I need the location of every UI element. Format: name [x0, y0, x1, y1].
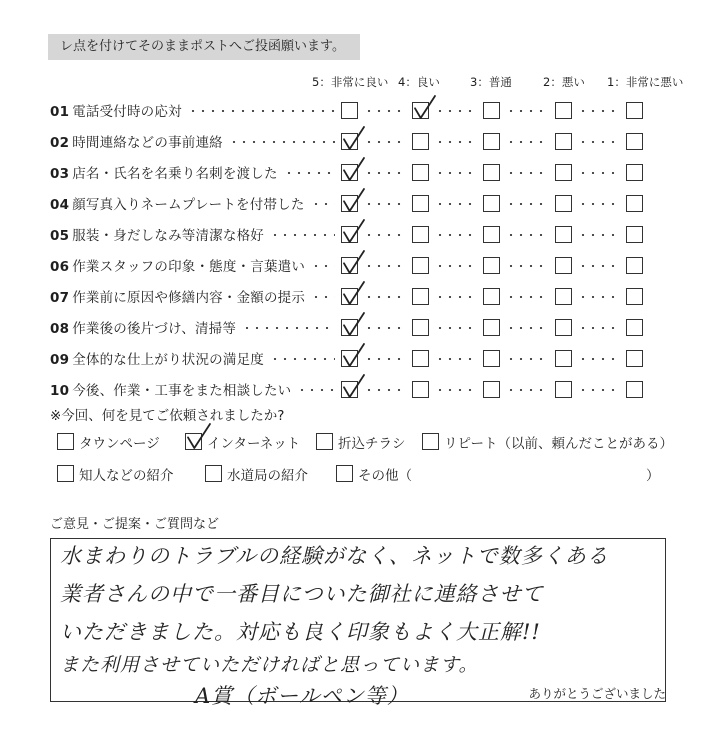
rating-checkbox[interactable]: [341, 164, 358, 181]
rating-checkbox[interactable]: [341, 102, 358, 119]
rating-checkbox[interactable]: [626, 288, 643, 305]
question-label: [50, 100, 182, 120]
rating-checkbox[interactable]: [483, 133, 500, 150]
dotted-leader: [364, 203, 406, 205]
question-text: 作業後の後片づけ、清掃等: [72, 321, 237, 337]
rating-checkbox[interactable]: [341, 257, 358, 274]
rating-checkbox[interactable]: [483, 319, 500, 336]
question-number: 10: [50, 383, 70, 399]
dotted-leader: [435, 389, 477, 391]
dotted-leader: [364, 358, 406, 360]
dotted-leader: [270, 358, 335, 360]
other-close-paren: ）: [646, 468, 660, 484]
referral-checkbox[interactable]: [57, 465, 74, 482]
dotted-leader: [311, 296, 335, 298]
question-label: [50, 193, 305, 213]
dotted-leader: [364, 296, 406, 298]
dotted-leader: [506, 389, 549, 391]
rating-checkbox[interactable]: [626, 102, 643, 119]
question-text: 服装・身だしなみ等清潔な格好: [72, 228, 264, 244]
prize-note: A賞（ボールペン等）: [195, 684, 409, 708]
rating-checkbox[interactable]: [555, 288, 572, 305]
referral-checkbox[interactable]: [422, 433, 439, 450]
dotted-leader: [578, 327, 620, 329]
rating-checkbox[interactable]: [555, 226, 572, 243]
dotted-leader: [578, 234, 620, 236]
dotted-leader: [435, 110, 477, 112]
rating-checkbox[interactable]: [483, 226, 500, 243]
referral-option-label: 知人などの紹介: [79, 468, 174, 484]
dotted-leader: [506, 203, 549, 205]
question-label: [50, 317, 236, 337]
dotted-leader: [311, 265, 335, 267]
question-number: 04: [50, 197, 70, 213]
referral-option-label: タウンページ: [79, 436, 160, 452]
dotted-leader: [364, 389, 406, 391]
question-text: 今後、作業・工事をまた相談したい: [72, 383, 292, 399]
dotted-leader: [506, 141, 549, 143]
dotted-leader: [578, 296, 620, 298]
dotted-leader: [435, 141, 477, 143]
dotted-leader: [506, 265, 549, 267]
question-text: 店名・氏名を名乗り名刺を渡した: [72, 166, 278, 182]
dotted-leader: [578, 203, 620, 205]
question-number: 08: [50, 321, 70, 337]
rating-checkbox[interactable]: [555, 381, 572, 398]
dotted-leader: [435, 172, 477, 174]
rating-checkbox[interactable]: [555, 164, 572, 181]
dotted-leader: [364, 234, 406, 236]
dotted-leader: [364, 141, 406, 143]
rating-checkbox[interactable]: [626, 164, 643, 181]
referral-checkbox[interactable]: [185, 433, 202, 450]
rating-checkbox[interactable]: [412, 257, 429, 274]
question-text: 顔写真入りネームプレートを付帯した: [72, 197, 305, 213]
rating-checkbox[interactable]: [555, 257, 572, 274]
dotted-leader: [435, 296, 477, 298]
rating-checkbox[interactable]: [412, 319, 429, 336]
dotted-leader: [364, 265, 406, 267]
rating-checkbox[interactable]: [412, 288, 429, 305]
rating-checkbox[interactable]: [483, 350, 500, 367]
dotted-leader: [578, 265, 620, 267]
question-label: [50, 131, 223, 151]
referral-title: ※今回、何を見てご依頼されましたか?: [50, 408, 285, 424]
question-number: 06: [50, 259, 70, 275]
question-number: 03: [50, 166, 70, 182]
rating-checkbox[interactable]: [555, 195, 572, 212]
rating-checkbox[interactable]: [341, 319, 358, 336]
question-number: 05: [50, 228, 70, 244]
comment-line-4: また利用させていただければと思っています。: [60, 654, 479, 676]
dotted-leader: [284, 172, 335, 174]
dotted-leader: [364, 110, 406, 112]
rating-checkbox[interactable]: [555, 319, 572, 336]
dotted-leader: [311, 203, 335, 205]
referral-option-label: 折込チラシ: [338, 436, 406, 452]
rating-checkbox[interactable]: [412, 133, 429, 150]
rating-checkbox[interactable]: [341, 381, 358, 398]
rating-checkbox[interactable]: [626, 133, 643, 150]
rating-checkbox[interactable]: [483, 257, 500, 274]
rating-checkbox[interactable]: [626, 319, 643, 336]
referral-checkbox[interactable]: [57, 433, 74, 450]
rating-checkbox[interactable]: [483, 288, 500, 305]
scale-label: 5：非常に良い: [312, 75, 389, 89]
scale-label: 4：良い: [398, 75, 440, 89]
question-text: 作業スタッフの印象・態度・言葉遣い: [72, 259, 306, 275]
rating-checkbox[interactable]: [341, 288, 358, 305]
scale-label: 1：非常に悪い: [607, 75, 684, 89]
dotted-leader: [578, 141, 620, 143]
dotted-leader: [297, 389, 335, 391]
dotted-leader: [506, 327, 549, 329]
question-text: 全体的な仕上がり状況の満足度: [72, 352, 264, 368]
referral-option-label: その他（: [358, 468, 412, 484]
dotted-leader: [188, 110, 335, 112]
dotted-leader: [578, 172, 620, 174]
referral-option-label: 水道局の紹介: [227, 468, 308, 484]
rating-checkbox[interactable]: [412, 381, 429, 398]
question-label: [50, 286, 305, 306]
question-label: [50, 162, 278, 182]
question-text: 電話受付時の応対: [72, 104, 182, 120]
referral-checkbox[interactable]: [316, 433, 333, 450]
question-number: 07: [50, 290, 70, 306]
instruction-banner: レ点を付けてそのままポストへご投函願います。: [48, 34, 360, 60]
referral-checkbox[interactable]: [336, 465, 353, 482]
question-label: [50, 224, 264, 244]
comment-line-3: いただきました。対応も良く印象もよく大正解!!: [60, 620, 541, 644]
rating-checkbox[interactable]: [412, 195, 429, 212]
question-label: [50, 255, 305, 275]
dotted-leader: [506, 358, 549, 360]
dotted-leader: [435, 327, 477, 329]
rating-checkbox[interactable]: [341, 195, 358, 212]
dotted-leader: [364, 172, 406, 174]
rating-checkbox[interactable]: [626, 257, 643, 274]
dotted-leader: [229, 141, 335, 143]
scale-label: 3：普通: [470, 75, 512, 89]
dotted-leader: [364, 327, 406, 329]
rating-checkbox[interactable]: [412, 226, 429, 243]
dotted-leader: [435, 358, 477, 360]
rating-checkbox[interactable]: [626, 226, 643, 243]
question-number: 01: [50, 104, 70, 120]
rating-checkbox[interactable]: [555, 350, 572, 367]
thanks-text: ありがとうございました: [528, 686, 666, 701]
dotted-leader: [506, 172, 549, 174]
rating-checkbox[interactable]: [341, 226, 358, 243]
rating-checkbox[interactable]: [483, 102, 500, 119]
dotted-leader: [578, 110, 620, 112]
question-number: 09: [50, 352, 70, 368]
dotted-leader: [270, 234, 335, 236]
rating-checkbox[interactable]: [412, 350, 429, 367]
rating-checkbox[interactable]: [626, 350, 643, 367]
dotted-leader: [435, 234, 477, 236]
rating-checkbox[interactable]: [483, 164, 500, 181]
rating-checkbox[interactable]: [626, 381, 643, 398]
question-label: [50, 379, 291, 399]
referral-option-label: インターネット: [207, 436, 301, 452]
dotted-leader: [435, 203, 477, 205]
dotted-leader: [506, 296, 549, 298]
rating-checkbox[interactable]: [555, 133, 572, 150]
rating-checkbox[interactable]: [341, 350, 358, 367]
rating-checkbox[interactable]: [341, 133, 358, 150]
dotted-leader: [506, 110, 549, 112]
rating-checkbox[interactable]: [483, 381, 500, 398]
dotted-leader: [578, 358, 620, 360]
comment-line-2: 業者さんの中で一番目についた御社に連絡させて: [60, 582, 544, 606]
rating-checkbox[interactable]: [555, 102, 572, 119]
dotted-leader: [506, 234, 549, 236]
scale-label: 2：悪い: [543, 75, 585, 89]
dotted-leader: [578, 389, 620, 391]
rating-checkbox[interactable]: [412, 102, 429, 119]
comment-line-1: 水まわりのトラブルの経験がなく、ネットで数多くある: [60, 544, 609, 568]
referral-checkbox[interactable]: [205, 465, 222, 482]
rating-checkbox[interactable]: [412, 164, 429, 181]
question-text: 作業前に原因や修繕内容・金額の提示: [72, 290, 306, 306]
question-number: 02: [50, 135, 70, 151]
question-text: 時間連絡などの事前連絡: [72, 135, 223, 151]
dotted-leader: [242, 327, 335, 329]
rating-checkbox[interactable]: [483, 195, 500, 212]
dotted-leader: [435, 265, 477, 267]
question-label: [50, 348, 264, 368]
comments-title: ご意見・ご提案・ご質問など: [50, 517, 220, 532]
rating-checkbox[interactable]: [626, 195, 643, 212]
referral-option-label: リピート（以前、頼んだことがある）: [444, 436, 673, 452]
